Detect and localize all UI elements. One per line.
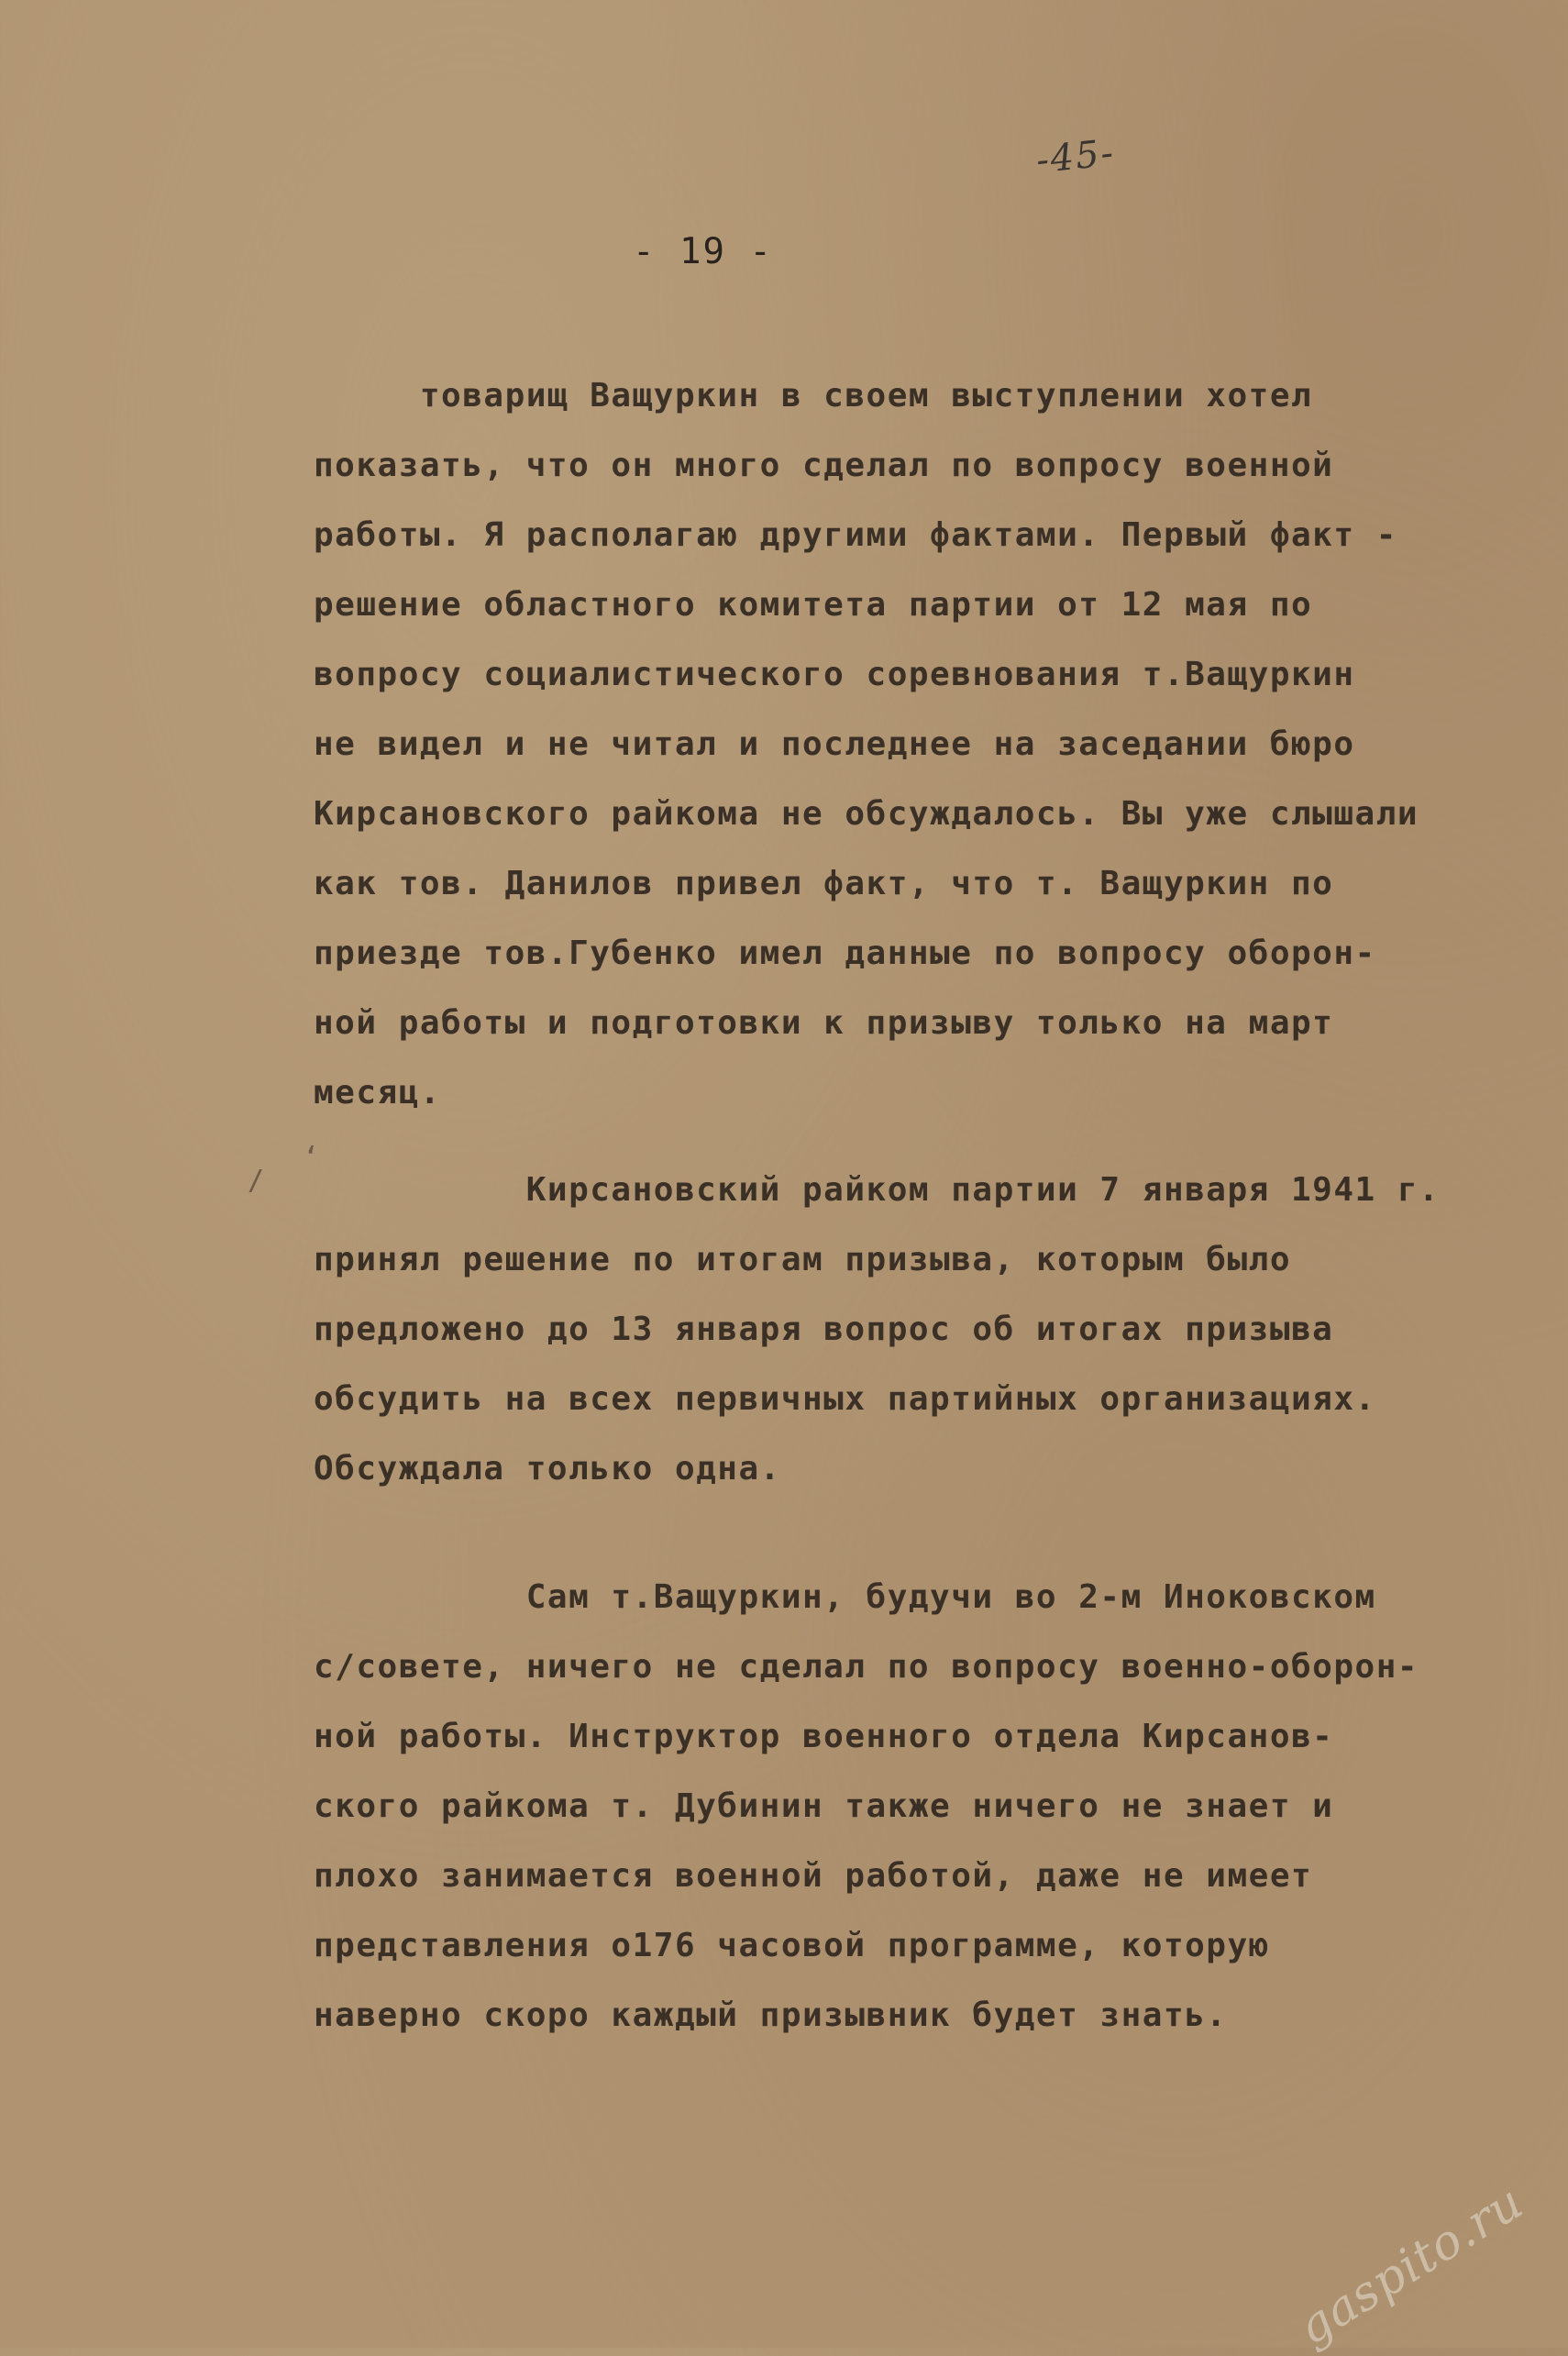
text-line: предложено до 13 января вопрос об итогах призыва	[314, 1311, 1334, 1348]
text-line: не видел и не читал и последнее на заседании бюро	[314, 725, 1355, 763]
watermark: gaspito.ru	[1288, 2174, 1533, 2356]
text-line: представления о176 часовой программе, которую	[314, 1927, 1270, 1964]
text-line: ной работы и подготовки к призыву только на март	[314, 1004, 1334, 1042]
text-line: как тов. Данилов привел факт, что т. Ващуркин по	[314, 865, 1334, 902]
text-line: Кирсановского райкома не обсуждалось. Вы уже слышали	[314, 795, 1419, 833]
text-line: Кирсановский райком партии 7 января 1941 г.	[314, 1171, 1441, 1209]
text-line: месяц.	[314, 1074, 442, 1112]
text-line: показать, что он много сделал по вопросу военной	[314, 447, 1334, 484]
page-number: - 19 -	[633, 231, 773, 272]
text-line: Сам т.Ващуркин, будучи во 2-м Иноковском	[314, 1578, 1376, 1616]
paragraph	[314, 361, 1506, 1128]
text-line: наверно скоро каждый призывник будет знать.	[314, 1997, 1228, 2034]
margin-pencil-mark: ‘	[303, 1142, 320, 1174]
archive-page-number: -45-	[1033, 131, 1118, 183]
text-line: обсудить на всех первичных партийных организациях.	[314, 1380, 1376, 1418]
paragraph	[314, 1563, 1506, 2051]
text-line: работы. Я располагаю другими фактами. Первый факт -	[314, 516, 1397, 554]
text-line: плохо занимается военной работой, даже не имеет	[314, 1857, 1313, 1895]
text-line: ского райкома т. Дубинин также ничего не знает и	[314, 1787, 1334, 1825]
paragraph	[314, 1156, 1506, 1504]
text-line: ной работы. Инструктор военного отдела Кирсанов-	[314, 1718, 1334, 1755]
text-line: товарищ Ващуркин в своем выступлении хотел	[314, 377, 1313, 415]
text-line: решение областного комитета партии от 12 мая по	[314, 586, 1313, 624]
text-line: Обсуждала только одна.	[314, 1450, 781, 1488]
text-line: принял решение по итогам призыва, которым было	[314, 1241, 1291, 1278]
text-line: приезде тов.Губенко имел данные по вопросу оборон-	[314, 935, 1376, 972]
text-line: с/совете, ничего не сделал по вопросу военно-оборон-	[314, 1648, 1419, 1686]
text-line: вопросу социалистического соревнования т.Ващуркин	[314, 656, 1355, 693]
margin-pencil-mark: /	[248, 1165, 265, 1197]
